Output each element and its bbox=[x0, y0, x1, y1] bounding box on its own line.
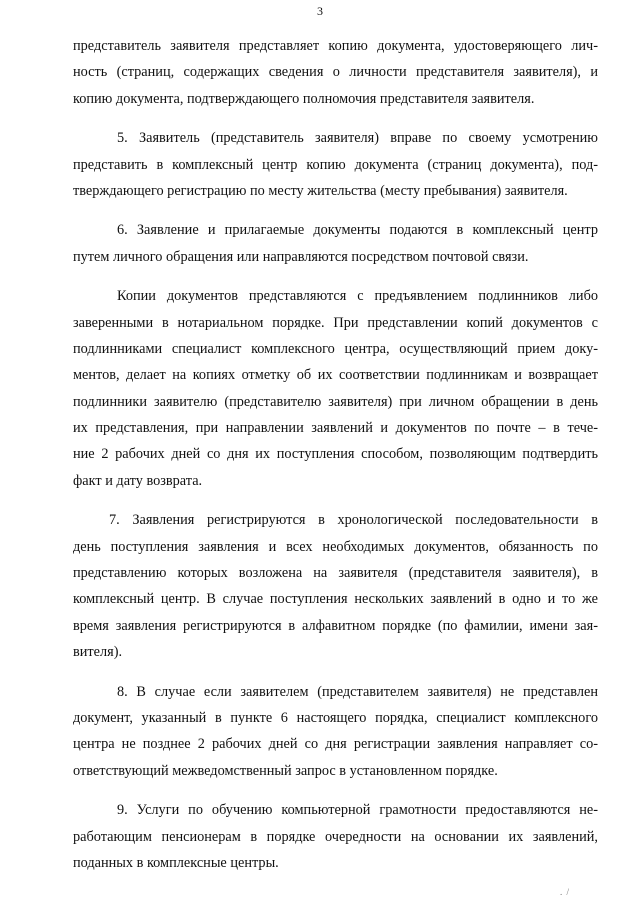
text-line: 7. Заявления регистрируются в хронологической последовательности в bbox=[109, 512, 598, 529]
text-line: факт и дату возврата. bbox=[73, 472, 203, 489]
text-line: представитель заявителя представляет копию документа, удостоверяющего лич- bbox=[73, 38, 598, 54]
document-body bbox=[73, 33, 598, 889]
paragraph bbox=[73, 217, 598, 270]
paragraph bbox=[73, 283, 598, 494]
text-line: заверенными в нотариальном порядке. При представлении копий документов с bbox=[73, 314, 598, 331]
text-line: 6. Заявление и прилагаемые документы подаются в комплексный центр bbox=[117, 222, 598, 239]
paragraph bbox=[73, 679, 598, 785]
text-line: ментов, делает на копиях отметку об их соответствии подлинникам и возвращает bbox=[73, 367, 598, 384]
page-number: 3 bbox=[317, 4, 323, 18]
text-line: их представления, при направлении заявлений и документов по почте – в тече- bbox=[73, 420, 598, 437]
text-line: вителя). bbox=[73, 644, 123, 661]
text-line: путем личного обращения или направляются посредством почтовой связи. bbox=[73, 248, 529, 265]
text-line: 8. В случае если заявителем (представителем заявителя) не представлен bbox=[117, 683, 598, 700]
text-line: Копии документов представляются с предъявлением подлинников либо bbox=[117, 288, 598, 305]
scan-mark: . / bbox=[560, 887, 571, 897]
text-line: время заявления регистрируются в алфавитном порядке (по фамилии, имени зая- bbox=[73, 617, 598, 634]
text-line: представить в комплексный центр копию документа (страниц документа), под- bbox=[73, 156, 598, 173]
text-line: тверждающего регистрацию по месту жительства (месту пребывания) заявителя. bbox=[73, 182, 568, 199]
paragraph bbox=[73, 797, 598, 876]
paragraph bbox=[73, 507, 598, 665]
text-line: день поступления заявления и всех необходимых документов, обязанность по bbox=[73, 538, 598, 555]
text-line: поданных в комплексные центры. bbox=[73, 854, 279, 871]
paragraph bbox=[73, 33, 598, 112]
text-line: документ, указанный в пункте 6 настоящего порядка, специалист комплексного bbox=[73, 709, 598, 726]
text-line: ответствующий межведомственный запрос в установленном порядке. bbox=[73, 762, 498, 779]
text-line: 9. Услуги по обучению компьютерной грамотности предоставляются не- bbox=[117, 802, 598, 819]
text-line: работающим пенсионерам в порядке очередности на основании их заявлений, bbox=[73, 828, 598, 845]
text-line: ние 2 рабочих дней со дня их поступления способом, позволяющим подтвердить bbox=[73, 446, 598, 463]
paragraph bbox=[73, 125, 598, 204]
text-line: центра не позднее 2 рабочих дней со дня регистрации заявления направляет со- bbox=[73, 736, 598, 753]
text-line: подлинники заявителю (представителю заявителя) при личном обращении в день bbox=[73, 393, 598, 410]
text-line: подлинниками специалист комплексного центра, осуществляющий прием доку- bbox=[73, 340, 598, 357]
text-line: копию документа, подтверждающего полномочия представителя заявителя. bbox=[73, 90, 535, 107]
text-line: 5. Заявитель (представитель заявителя) вправе по своему усмотрению bbox=[117, 130, 598, 147]
text-line: ность (страниц, содержащих сведения о личности представителя заявителя), и bbox=[73, 64, 598, 81]
text-line: представлению которых возложена на заявителя (представителя заявителя), в bbox=[73, 565, 598, 582]
text-line: комплексный центр. В случае поступления нескольких заявлений в одно и то же bbox=[73, 591, 598, 608]
